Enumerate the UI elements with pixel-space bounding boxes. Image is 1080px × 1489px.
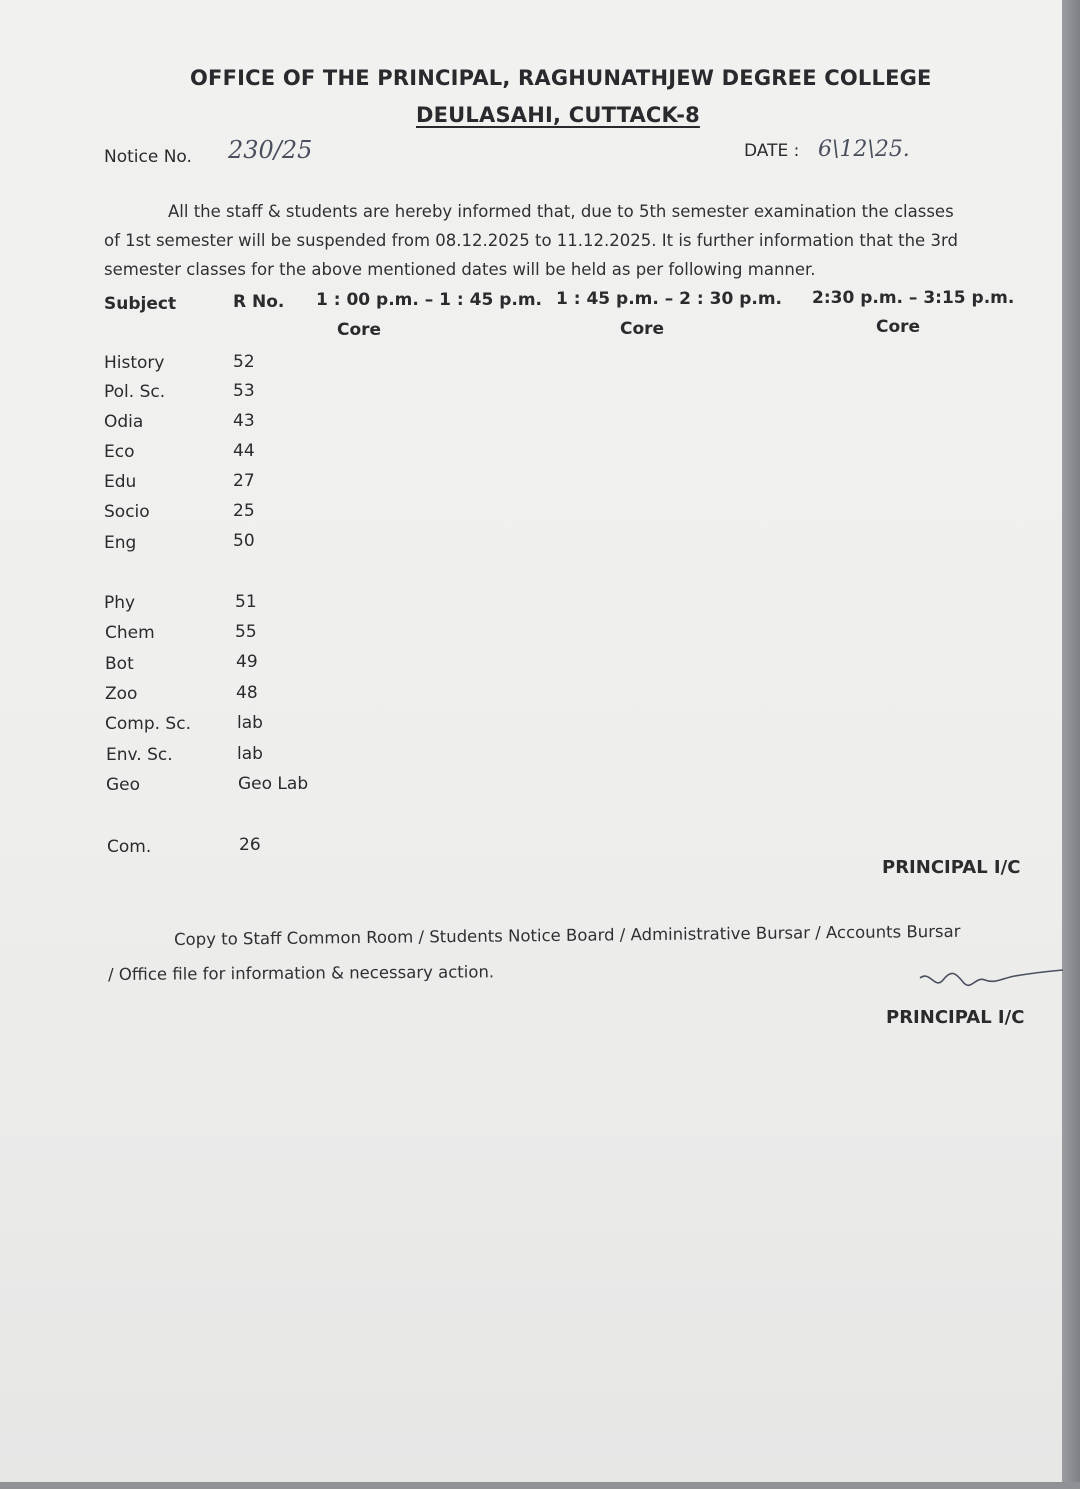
copy-to-line-2: / Office file for information & necessary action. <box>108 962 495 984</box>
table-header-subject: Subject <box>104 294 177 314</box>
row-room: 50 <box>233 531 255 551</box>
row-room: 51 <box>235 592 257 612</box>
row-room: Geo Lab <box>238 774 309 794</box>
table-subheader-slot1: Core <box>337 320 382 340</box>
row-subject: Bot <box>105 654 134 674</box>
office-heading: OFFICE OF THE PRINCIPAL, RAGHUNATHJEW DEGREE COLLEGE <box>190 66 932 90</box>
row-room: 55 <box>235 622 257 642</box>
body-line-2: of 1st semester will be suspended from 08.12.2025 to 11.12.2025. It is further information that the 3rd <box>104 231 958 250</box>
row-room: 26 <box>239 835 261 855</box>
row-subject: Comp. Sc. <box>105 714 191 734</box>
notice-number-handwritten: 230/25 <box>228 136 313 164</box>
row-subject: Env. Sc. <box>106 745 173 765</box>
date-label: DATE : <box>744 141 800 161</box>
row-room: 27 <box>233 471 255 491</box>
row-room: lab <box>237 744 263 764</box>
notice-number-label: Notice No. <box>104 147 192 167</box>
row-subject: History <box>104 353 165 373</box>
row-subject: Chem <box>105 623 155 643</box>
row-subject: Edu <box>104 472 137 492</box>
row-subject: Geo <box>106 775 141 795</box>
copy-to-line-1: Copy to Staff Common Room / Students Notice Board / Administrative Bursar / Accounts Bursar <box>174 921 961 949</box>
row-room: 49 <box>236 652 258 672</box>
row-subject: Pol. Sc. <box>104 382 166 402</box>
row-room: lab <box>237 713 263 733</box>
row-subject: Com. <box>107 837 152 857</box>
row-room: 25 <box>233 501 255 521</box>
row-room: 43 <box>233 411 255 431</box>
paper-edge-shadow <box>1062 0 1080 1489</box>
row-subject: Eng <box>104 533 137 553</box>
row-room: 44 <box>233 441 255 461</box>
row-subject: Eco <box>104 442 135 462</box>
date-handwritten: 6\12\25. <box>818 137 910 162</box>
row-subject: Socio <box>104 502 150 522</box>
row-subject: Zoo <box>105 684 138 704</box>
row-room: 53 <box>233 381 255 401</box>
bottom-edge-shadow <box>0 1482 1080 1489</box>
row-subject: Odia <box>104 412 144 432</box>
address-heading: DEULASAHI, CUTTACK-8 <box>416 103 700 127</box>
row-subject: Phy <box>104 593 136 613</box>
principal-title-2: PRINCIPAL I/C <box>886 1007 1025 1028</box>
table-header-slot3: 2:30 p.m. – 3:15 p.m. <box>812 288 1015 308</box>
body-line-3: semester classes for the above mentioned dates will be held as per following manner. <box>104 260 816 279</box>
table-header-slot1: 1 : 00 p.m. – 1 : 45 p.m. <box>316 290 543 310</box>
row-room: 52 <box>233 352 255 372</box>
body-line-1: All the staff & students are hereby informed that, due to 5th semester examination the classes <box>168 202 954 221</box>
signature-scribble <box>915 968 1065 992</box>
row-room: 48 <box>236 683 258 703</box>
table-subheader-slot2: Core <box>620 319 665 339</box>
table-header-slot2: 1 : 45 p.m. – 2 : 30 p.m. <box>556 289 783 309</box>
principal-title-1: PRINCIPAL I/C <box>882 857 1021 878</box>
table-header-room: R No. <box>233 292 285 312</box>
table-subheader-slot3: Core <box>876 317 921 337</box>
